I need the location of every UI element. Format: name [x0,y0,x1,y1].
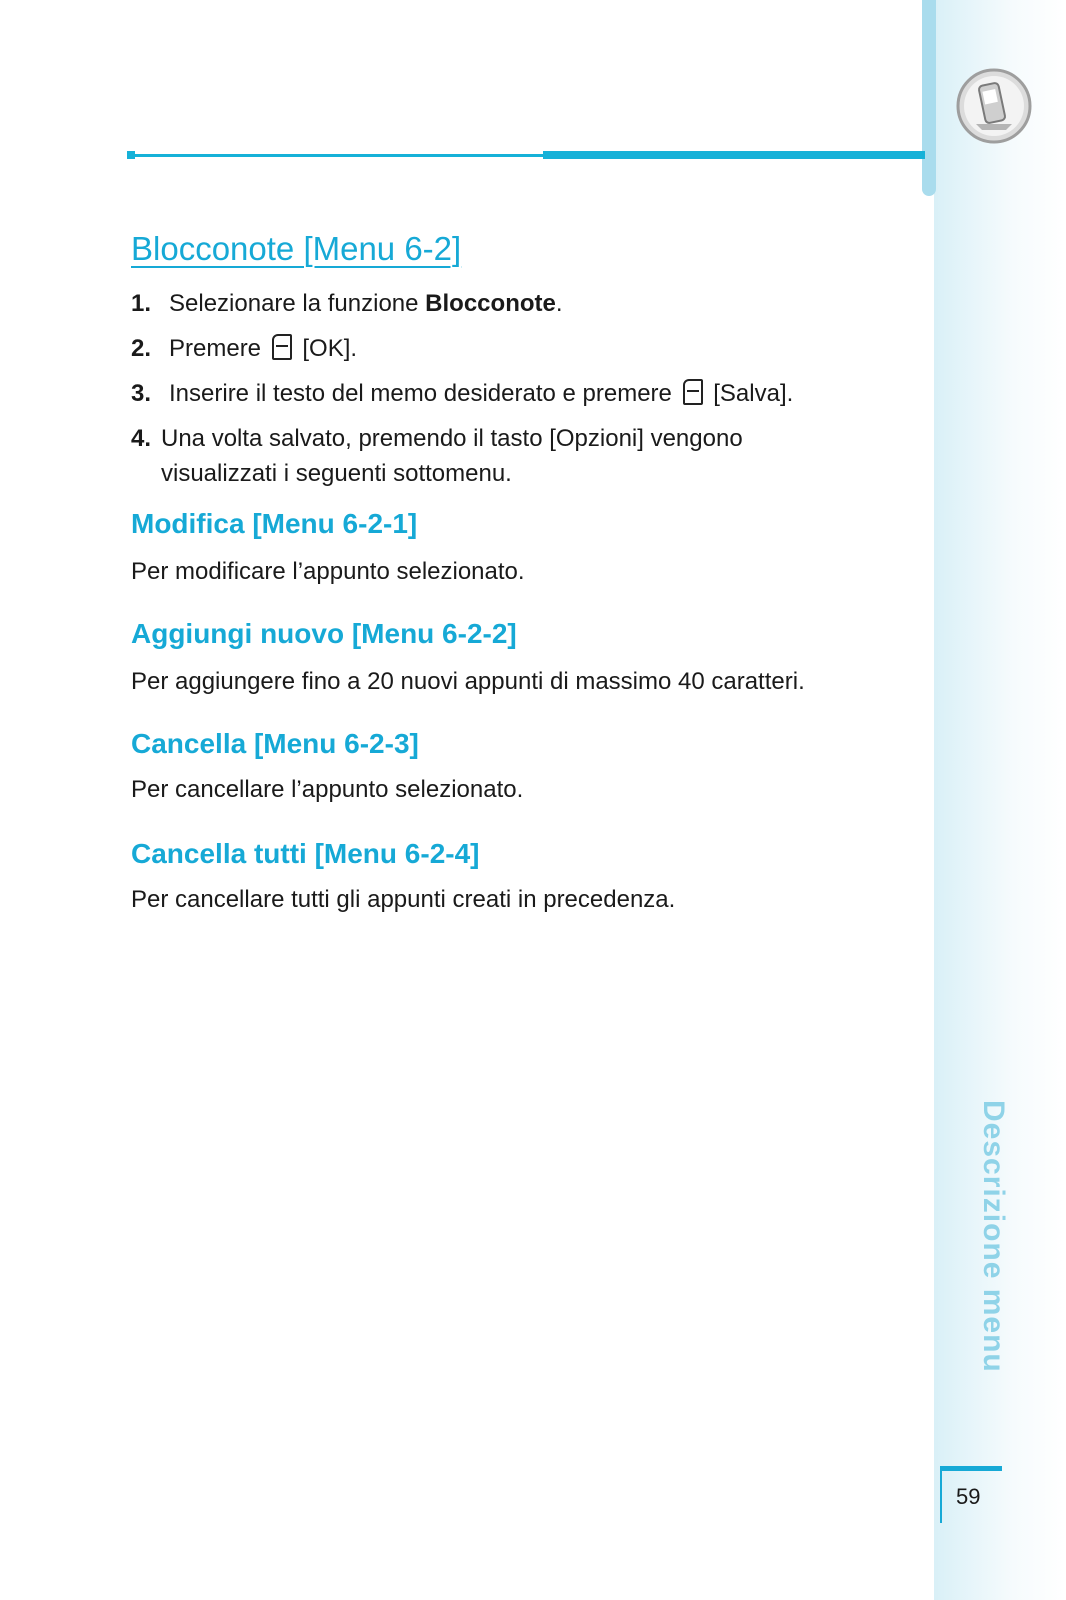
left-softkey-icon [272,334,292,360]
step-3 [131,376,921,411]
step-1 [131,286,921,321]
step-number: 2. [131,335,152,362]
header-rule-thin [133,154,543,157]
phone-icon [954,66,1034,146]
step-text: Inserire il testo del memo desiderato e premere [169,380,679,407]
step-text: Selezionare la funzione [169,290,426,317]
header-rule-thick [543,151,925,159]
section-heading-cancella: Cancella [Menu 6-2-3] [131,728,419,759]
step-text-line2: visualizzati i seguenti sottomenu. [161,460,512,487]
step-2 [131,331,921,366]
page-title: Blocconote [Menu 6-2] [131,230,462,267]
side-section-label: Descrizione menu [977,1100,1010,1373]
step-text-end: . [555,290,563,317]
section-text-modifica: Per modificare l’appunto selezionato. [131,558,525,585]
step-text-end: [OK]. [295,335,358,362]
step-bold-text: Blocconote [425,290,556,317]
section-text-cancella-tutti: Per cancellare tutti gli appunti creati in precedenza. [131,886,676,913]
step-text-end: [Salva]. [706,380,794,407]
side-tab [922,0,936,196]
section-text-aggiungi: Per aggiungere fino a 20 nuovi appunti di massimo 40 caratteri. [131,668,805,695]
section-heading-modifica: Modifica [Menu 6-2-1] [131,508,418,539]
step-number: 1. [131,290,152,317]
steps-list [131,286,921,501]
step-4 [131,421,921,491]
section-heading-cancella-tutti: Cancella tutti [Menu 6-2-4] [131,838,480,869]
left-softkey-icon [683,379,703,405]
section-text-cancella: Per cancellare l’appunto selezionato. [131,776,524,803]
step-text-line1: Una volta salvato, premendo il tasto [Opzioni] vengono [161,425,743,452]
section-heading-aggiungi: Aggiungi nuovo [Menu 6-2-2] [131,618,517,649]
step-text: Premere [169,335,268,362]
page-number: 59 [956,1484,981,1509]
step-number: 3. [131,380,152,407]
step-number: 4. [131,425,152,452]
